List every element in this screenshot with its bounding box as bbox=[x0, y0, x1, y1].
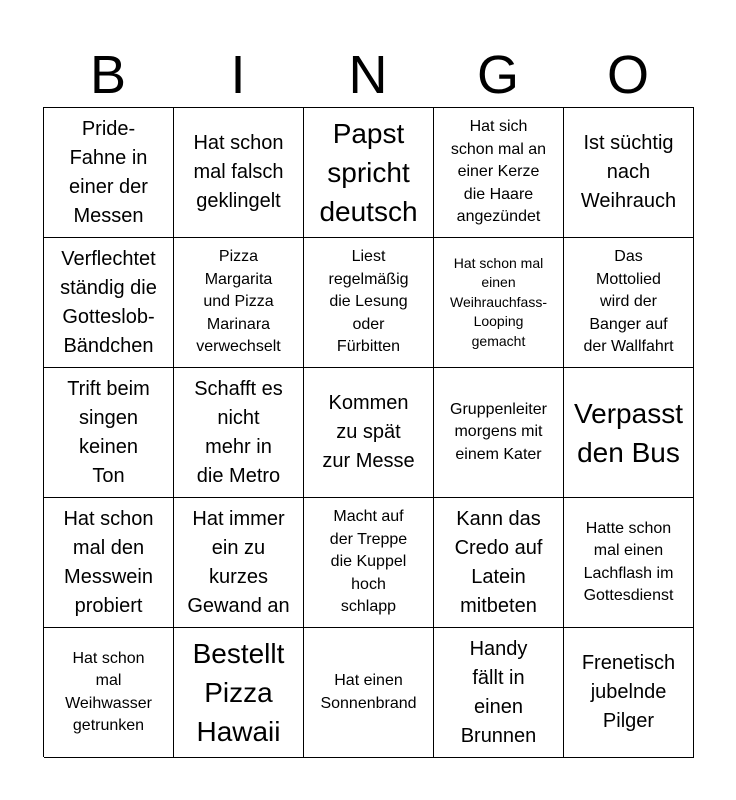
bingo-cell-r3-c3[interactable]: Kommen zu spät zur Messe bbox=[304, 368, 434, 498]
bingo-cell-r3-c5[interactable]: Verpasst den Bus bbox=[564, 368, 694, 498]
bingo-cell-r4-c2[interactable]: Hat immer ein zu kurzes Gewand an bbox=[174, 498, 304, 628]
bingo-cell-r2-c5[interactable]: Das Mottolied wird der Banger auf der Wallfahrt bbox=[564, 238, 694, 368]
bingo-cell-r1-c4[interactable]: Hat sich schon mal an einer Kerze die Haare angezündet bbox=[434, 108, 564, 238]
bingo-cell-r4-c4[interactable]: Kann das Credo auf Latein mitbeten bbox=[434, 498, 564, 628]
bingo-cell-r4-c1[interactable]: Hat schon mal den Messwein probiert bbox=[44, 498, 174, 628]
bingo-cell-r4-c5[interactable]: Hatte schon mal einen Lachflash im Gottesdienst bbox=[564, 498, 694, 628]
bingo-cell-r2-c4[interactable]: Hat schon mal einen Weihrauchfass- Looping gemacht bbox=[434, 238, 564, 368]
bingo-cell-r4-c3[interactable]: Macht auf der Treppe die Kuppel hoch schlapp bbox=[304, 498, 434, 628]
bingo-cell-r2-c1[interactable]: Verflechtet ständig die Gotteslob- Bändchen bbox=[44, 238, 174, 368]
header-letter-g: G bbox=[476, 45, 519, 105]
bingo-cell-r3-c2[interactable]: Schafft es nicht mehr in die Metro bbox=[174, 368, 304, 498]
bingo-cell-r1-c2[interactable]: Hat schon mal falsch geklingelt bbox=[174, 108, 304, 238]
bingo-cell-r3-c4[interactable]: Gruppenleiter morgens mit einem Kater bbox=[434, 368, 564, 498]
bingo-cell-r5-c2[interactable]: Bestellt Pizza Hawaii bbox=[174, 628, 304, 758]
bingo-cell-r5-c3[interactable]: Hat einen Sonnenbrand bbox=[304, 628, 434, 758]
bingo-cell-r5-c4[interactable]: Handy fällt in einen Brunnen bbox=[434, 628, 564, 758]
bingo-cell-r5-c1[interactable]: Hat schon mal Weihwasser getrunken bbox=[44, 628, 174, 758]
header-letter-n: N bbox=[348, 45, 388, 105]
header-letter-i: I bbox=[230, 45, 246, 105]
header-letter-b: B bbox=[89, 45, 127, 105]
bingo-cell-r1-c5[interactable]: Ist süchtig nach Weihrauch bbox=[564, 108, 694, 238]
bingo-cell-r5-c5[interactable]: Frenetisch jubelnde Pilger bbox=[564, 628, 694, 758]
bingo-cell-r3-c1[interactable]: Trift beim singen keinen Ton bbox=[44, 368, 174, 498]
bingo-cell-r2-c2[interactable]: Pizza Margarita und Pizza Marinara verwechselt bbox=[174, 238, 304, 368]
bingo-card-grid bbox=[43, 107, 694, 757]
bingo-cell-r2-c3[interactable]: Liest regelmäßig die Lesung oder Fürbitten bbox=[304, 238, 434, 368]
bingo-cell-r1-c3[interactable]: Papst spricht deutsch bbox=[304, 108, 434, 238]
bingo-cell-r1-c1[interactable]: Pride- Fahne in einer der Messen bbox=[44, 108, 174, 238]
header-letter-o: O bbox=[606, 45, 649, 105]
bingo-header bbox=[43, 44, 693, 106]
